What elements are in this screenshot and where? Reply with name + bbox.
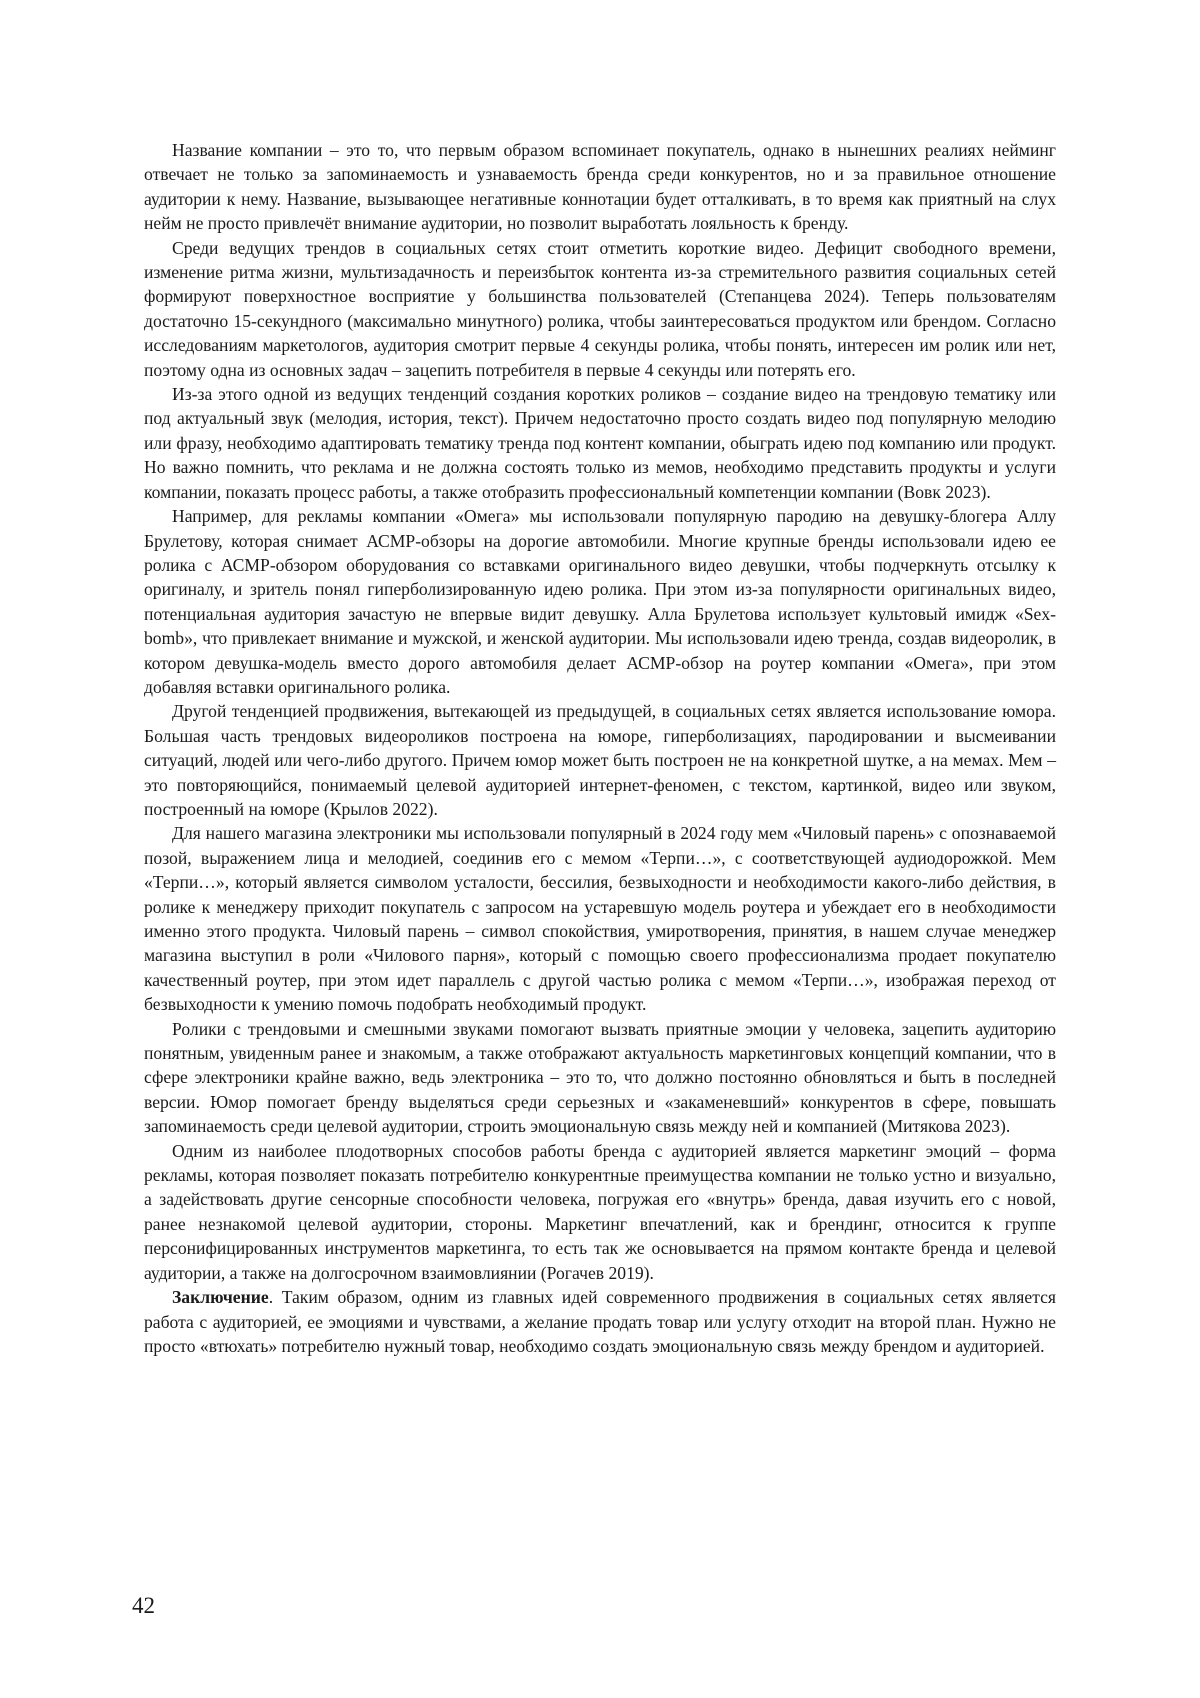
paragraph: Ролики с трендовыми и смешными звуками помогают вызвать приятные эмоции у человека, зацепить аудиторию понятным, увиденным ранее и знакомым, а также отображают актуальность маркетинговых концепций компании, что в сфере электроники крайне важно, ведь электроника – это то, что должно постоянно обновляться и быть в последней версии. Юмор помогает бренду выделяться среди серьезных и «закаменевший» конкурентов в сфере, повышать запоминаемость среди целевой аудитории, строить эмоциональную связь между ней и компанией (Митякова 2023). bbox=[144, 1018, 1056, 1137]
paragraph: Из-за этого одной из ведущих тенденций создания коротких роликов – создание видео на трендовую тематику или под актуальный звук (мелодия, история, текст). Причем недостаточно просто создать видео под популярную мелодию или фразу, необходимо адаптировать тематику тренда под контент компании, обыграть идею под компанию или продукт. Но важно помнить, что реклама и не должна состоять только из мемов, необходимо представить продукты и услуги компании, показать процесс работы, а также отобразить профессиональный компетенции компании (Вовк 2023). bbox=[144, 384, 1056, 502]
paragraph: Другой тенденцией продвижения, вытекающей из предыдущей, в социальных сетях является использование юмора. Большая часть трендовых видеороликов построена на юморе, гиперболизациях, пародировании и высмеивании ситуаций, людей или чего-либо другого. Причем юмор может быть построен не на конкретной шутке, а на мемах. Мем – это повторяющийся, понимаемый целевой аудиторией интернет-феномен, с текстом, картинкой, видео или звуком, построенный на юморе (Крылов 2022). bbox=[144, 701, 1056, 819]
page-number: 42 bbox=[132, 1593, 155, 1618]
paragraph: Одним из наиболее плодотворных способов работы бренда с аудиторией является маркетинг эмоций – форма рекламы, которая позволяет показать потребителю конкурентные преимущества компании не только устно и визуально, а задействовать другие сенсорные способности человека, погружая его «внутрь» бренда, давая изучить его с новой, ранее незнакомой целевой аудитории, стороны. Маркетинг впечатлений, как и брендинг, относится к группе персонифицированных инструментов маркетинга, то есть так же основывается на прямом контакте бренда и целевой аудитории, а также на долгосрочном взаимовлиянии (Рогачев 2019). bbox=[144, 1140, 1056, 1283]
conclusion-text: . Таким образом, одним из главных идей современного продвижения в социальных сетях является работа с аудиторией, ее эмоциями и чувствами, а желание продать товар или услугу отходит на второй план. Нужно не просто «втюхать» потребителю нужный товар, необходимо создать эмоциональную связь между брендом и аудиторией. bbox=[144, 1287, 1056, 1356]
paragraph: Например, для рекламы компании «Омега» мы использовали популярную пародию на девушку-блогера Аллу Брулетову, которая снимает АСМР-обзоры на дорогие автомобили. Многие крупные бренды использовали идею ее ролика с АСМР-обзором оборудования со вставками оригинального видео девушки, чтобы подчеркнуть отсылку к оригиналу, и зритель понял гиперболизированную идею ролика. При этом из-за популярности оригинальных видео, потенциальная аудитория зачастую не впервые видит девушку. Алла Брулетова использует культовый имидж «Sex-bomb», что привлекает внимание и мужской, и женской аудитории. Мы использовали идею тренда, создав видеоролик, в котором девушка-модель вместо дорого автомобиля делает АСМР-обзор на роутер компании «Омега», при этом добавляя вставки оригинального ролика. bbox=[144, 506, 1056, 697]
body-text bbox=[144, 138, 1056, 1358]
conclusion-paragraph bbox=[144, 1285, 1056, 1358]
conclusion-label: Заключение bbox=[172, 1287, 269, 1308]
paragraph: Среди ведущих трендов в социальных сетях стоит отметить короткие видео. Дефицит свободного времени, изменение ритма жизни, мультизадачность и переизбыток контента из-за стремительного развития социальных сетей формируют поверхностное восприятие у большинства пользователей (Степанцева 2024). Теперь пользователям достаточно 15-секундного (максимально минутного) ролика, чтобы заинтересоваться продуктом или брендом. Согласно исследованиям маркетологов, аудитория смотрит первые 4 секунды ролика, чтобы понять, интересен им ролик или нет, поэтому одна из основных задач – зацепить потребителя в первые 4 секунды или потерять его. bbox=[144, 237, 1056, 380]
paragraph: Название компании – это то, что первым образом вспоминает покупатель, однако в нынешних реалиях нейминг отвечает не только за запоминаемость и узнаваемость бренда среди конкурентов, но и за правильное отношение аудитории к нему. Название, вызывающее негативные коннотации будет отталкивать, в то время как приятный на слух нейм не просто привлечёт внимание аудитории, но позволит выработать лояльность к бренду. bbox=[144, 140, 1056, 234]
paragraph: Для нашего магазина электроники мы использовали популярный в 2024 году мем «Чиловый парень» с опознаваемой позой, выражением лица и мелодией, соединив его с мемом «Терпи…», с соответствующей аудиодорожкой. Мем «Терпи…», который является символом усталости, бессилия, безвыходности и необходимости какого-либо действия, в ролике к менеджеру приходит покупатель с запросом на устаревшую модель роутера и убеждает его в необходимости именно этого продукта. Чиловый парень – символ спокойствия, умиротворения, принятия, в нашем случае менеджер магазина выступил в роли «Чилового парня», который с помощью своего профессионализма продает покупателю качественный роутер, при этом идет параллель с другой частью ролика с мемом «Терпи…», изображая переход от безвыходности к умению помочь подобрать необходимый продукт. bbox=[144, 823, 1056, 1015]
